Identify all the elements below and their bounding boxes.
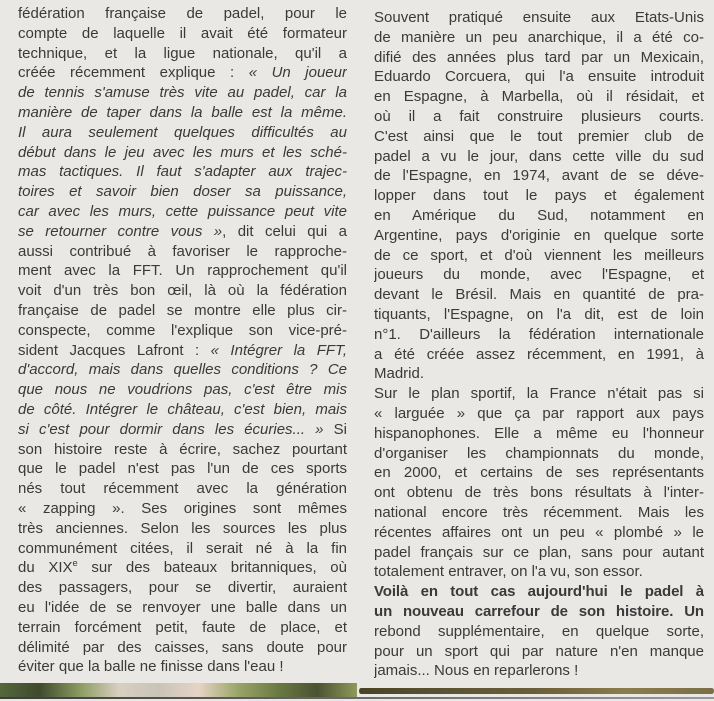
text-segment: rebond supplémentaire, en quelque sorte, <box>374 622 704 640</box>
text-line <box>374 483 704 503</box>
text-line <box>374 166 704 186</box>
text-line <box>18 420 347 440</box>
text-line <box>374 543 704 563</box>
text-segment: C'est ainsi que le tout premier club de <box>374 127 704 145</box>
text-segment: compte de laquelle il avait été formateur <box>18 24 347 42</box>
text-line <box>374 463 704 483</box>
text-line <box>18 202 347 222</box>
text-segment: « Intégrer la FFT, <box>210 341 347 359</box>
text-line <box>374 602 704 622</box>
text-segment: de manière un peu anarchique, il a été co- <box>374 28 704 46</box>
text-segment: hispanophones. Elle a même eu l'honneur <box>374 424 704 442</box>
text-segment: a été créée assez récemment, en 1991, à <box>374 345 704 363</box>
text-segment: française de padel se montre elle plus cir- <box>18 301 347 319</box>
article-right-column <box>374 8 704 681</box>
text-segment: en Amérique du Sud, notamment en <box>374 206 704 224</box>
text-segment: terrain forcément petit, faute de place, et <box>18 618 347 636</box>
bottom-rule <box>0 697 714 699</box>
text-line <box>374 562 704 582</box>
text-segment: début dans le jeu avec les murs et les sché- <box>18 143 347 161</box>
text-segment: de l'Espagne, en 1974, avant de se déve- <box>374 167 704 185</box>
text-line <box>18 638 347 658</box>
text-line <box>374 206 704 226</box>
text-line <box>374 325 704 345</box>
text-line <box>18 360 347 380</box>
text-line <box>18 578 347 598</box>
text-segment: ont obtenu de très bons résultats à l'inter- <box>374 484 704 502</box>
text-segment: Argentine, pays d'originie en quelque sorte <box>374 226 704 244</box>
text-line <box>18 123 347 143</box>
text-line <box>374 147 704 167</box>
text-segment: totalement entraver, on l'a vu, son essor. <box>374 563 643 581</box>
text-line <box>18 519 347 539</box>
text-line <box>374 582 704 602</box>
text-segment: d'accord, mais dans quelles conditions ? Ce <box>18 361 347 379</box>
text-line <box>18 539 347 559</box>
text-line <box>374 226 704 246</box>
text-line <box>18 162 347 182</box>
text-line <box>374 285 704 305</box>
text-line <box>374 364 704 384</box>
text-line <box>18 301 347 321</box>
text-line <box>18 499 347 519</box>
text-segment: en Espagne, à Marbella, où il résidait, et <box>374 88 704 106</box>
photo-strip-left <box>0 683 357 697</box>
text-segment: son histoire reste à écrire, sachez pourtant <box>18 440 347 458</box>
text-segment: de côté. Intégrer le château, c'est bien, mais <box>18 400 347 418</box>
text-segment: récentes affaires ont un peu « plombé » le <box>374 523 704 541</box>
text-line <box>374 642 704 662</box>
text-line <box>374 186 704 206</box>
text-line <box>18 558 347 578</box>
text-line <box>374 67 704 87</box>
text-line <box>18 341 347 361</box>
text-line <box>374 305 704 325</box>
text-line <box>374 345 704 365</box>
text-segment: difié des années plus tard par un Mexicain, <box>374 48 704 66</box>
text-segment: « zapping ». Ses origines sont mêmes <box>18 499 347 517</box>
text-segment: un nouveau carrefour de son histoire. Un <box>374 602 704 620</box>
text-segment: national encore très récemment. Mais les <box>374 503 704 521</box>
text-line <box>18 182 347 202</box>
text-line <box>374 424 704 444</box>
text-line <box>18 618 347 638</box>
text-line <box>374 444 704 464</box>
text-segment: délimité par des caisses, sans doute pour <box>18 638 347 656</box>
photo-strip-right <box>359 688 714 694</box>
text-line <box>18 321 347 341</box>
text-segment: Madrid. <box>374 365 425 383</box>
text-line <box>374 265 704 285</box>
text-segment: padel français sur ce plan, sans pour autant <box>374 543 704 561</box>
text-segment: communément citées, il serait né à la fin <box>18 539 347 557</box>
text-segment: de ce sport, et d'où viennent les meilleurs <box>374 246 704 264</box>
text-segment: jamais... Nous en reparlerons ! <box>374 662 579 680</box>
text-segment: que le padel n'est pas l'un de ces sports <box>18 460 347 478</box>
text-segment: nés tout récemment avec la génération <box>18 480 347 498</box>
text-segment: padel a vu le jour, dans cette ville du sud <box>374 147 704 165</box>
text-segment: que nous ne voudrions pas, c'est être mis <box>18 381 347 399</box>
text-segment: pour un sport qui par nature n'en manque <box>374 642 704 660</box>
text-line <box>374 503 704 523</box>
text-line <box>18 63 347 83</box>
text-segment: Eduardo Corcuera, qui l'a ensuite introduit <box>374 68 704 86</box>
text-line <box>374 523 704 543</box>
text-line <box>374 661 704 681</box>
text-line <box>18 44 347 64</box>
text-segment: fédération française de padel, pour le <box>18 5 347 22</box>
article-left-column <box>18 4 347 677</box>
text-segment: joueurs du monde, avec l'Espagne, et <box>374 266 704 284</box>
text-line <box>18 281 347 301</box>
text-segment: car avec les murs, cette puissance peut vite <box>18 202 347 220</box>
text-line <box>374 384 704 404</box>
text-segment: si c'est pour dormir dans les écuries... » <box>18 420 324 438</box>
text-segment: éviter que la balle ne finisse dans l'eau ! <box>18 658 284 676</box>
text-segment: d'organiser les championnats du monde, <box>374 444 704 462</box>
text-segment: se retourner contre vous » <box>18 222 223 240</box>
text-segment: devant le Brésil. Mais en quantité de pra- <box>374 286 704 304</box>
text-segment: « larguée » que ça par rapport aux pays <box>374 404 704 422</box>
text-segment: des passagers, pour se divertir, auraient <box>18 579 347 597</box>
text-segment: Voilà en tout cas aujourd'hui le padel à <box>374 583 704 601</box>
text-segment: manière de taper dans la balle est la même. <box>18 103 347 121</box>
text-segment: sur des bateaux britanniques, où <box>77 559 347 577</box>
text-segment: Sur le plan sportif, la France n'était pas si <box>374 385 704 403</box>
text-segment: , dit celui qui a <box>222 222 347 240</box>
text-line <box>374 87 704 107</box>
text-segment: Il aura seulement quelques difficultés au <box>18 123 347 141</box>
text-segment: technique, et la ligue nationale, qu'il a <box>18 44 347 62</box>
text-line <box>374 246 704 266</box>
text-line <box>18 598 347 618</box>
text-line <box>18 103 347 123</box>
text-segment: très anciennes. Selon les sources les plus <box>18 519 347 537</box>
text-segment: ment avec la FFT. Un rapprochement qu'il <box>18 262 347 280</box>
text-line <box>374 622 704 642</box>
text-line <box>18 242 347 262</box>
text-segment: n°1. D'ailleurs la fédération internationale <box>374 325 704 343</box>
text-line <box>18 24 347 44</box>
text-segment: Si <box>323 420 347 438</box>
text-line <box>18 4 347 24</box>
text-line <box>18 83 347 103</box>
text-segment: de tennis s'amuse très vite au padel, car la <box>18 84 347 102</box>
text-segment: sident Jacques Lafront : <box>18 341 211 359</box>
text-segment: où il a fait construire plusieurs courts. <box>374 107 704 125</box>
text-line <box>18 479 347 499</box>
text-line <box>18 459 347 479</box>
text-segment: créée récemment explique : <box>18 64 249 82</box>
text-segment: mas tactiques. Il faut s'adapter aux trajec- <box>18 163 347 181</box>
text-line <box>18 143 347 163</box>
text-segment: toires et savoir bien doser sa puissance, <box>18 183 347 201</box>
text-line <box>18 400 347 420</box>
text-segment: « Un joueur <box>248 64 347 82</box>
text-line <box>18 222 347 242</box>
text-segment: en 2000, et certains de ses représentants <box>374 464 704 482</box>
text-line <box>374 8 704 28</box>
text-line <box>374 127 704 147</box>
text-segment: conspecte, comme l'explique son vice-pré- <box>18 321 347 339</box>
text-line <box>18 440 347 460</box>
text-line <box>374 28 704 48</box>
text-line <box>18 261 347 281</box>
text-segment: e <box>72 558 78 569</box>
text-segment: du XIX <box>18 559 73 577</box>
text-segment: voit d'un très bon œil, là où la fédération <box>18 282 347 300</box>
text-segment: eu l'idée de se renvoyer une balle dans un <box>18 598 347 616</box>
text-segment: Souvent pratiqué ensuite aux Etats-Unis <box>374 9 704 26</box>
text-segment: aussi contribué à favoriser le rapproche- <box>18 242 347 260</box>
text-line <box>374 48 704 68</box>
text-line <box>374 404 704 424</box>
text-line <box>18 657 347 677</box>
text-segment: lopper dans tout le pays et également <box>374 187 704 205</box>
text-line <box>18 380 347 400</box>
text-segment: tiquants, l'Espagne, on l'a dit, est de loin <box>374 305 704 323</box>
text-line <box>374 107 704 127</box>
